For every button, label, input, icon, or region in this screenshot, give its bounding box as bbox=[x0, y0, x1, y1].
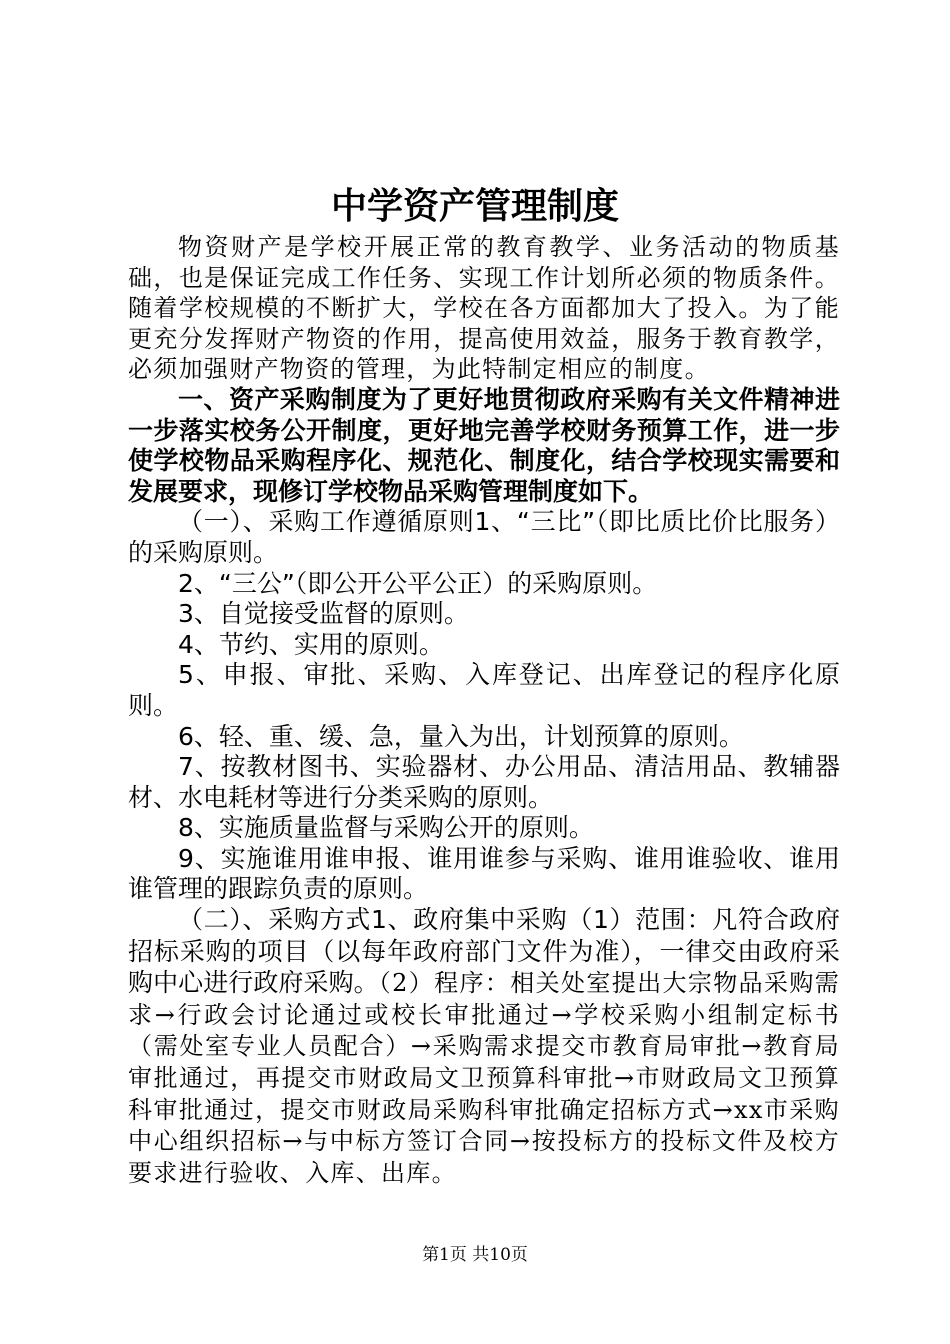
principle-item bbox=[128, 660, 840, 721]
principle-item bbox=[128, 813, 840, 844]
principle-item bbox=[128, 752, 840, 813]
section-one-paragraph bbox=[128, 385, 840, 507]
principle-item bbox=[128, 599, 840, 630]
paragraph-text: 一、资产采购制度为了更好地贯彻政府采购有关文件精神进一步落实校务公开制度，更好地完善学校财务预算工作，进一步使学校物品采购程序化、规范化、制度化，结合学校现实需要和发展要求，现修订学校物品采购管理制度如下。 bbox=[128, 384, 840, 506]
procurement-procedure-text: （2）程序：相关处室提出大宗物品采购需求→行政会讨论通过或校长审批通过→学校采购小组制定标书（需处室专业人员配合）→采购需求提交市教育局审批→教育局审批通过，再提交市财政局文卫预算科审批→市财政局文卫预算科审批通过，提交市财政局采购科审批确定招标方式→xx市采购中心组织招标→与中标方签订合同→按投标方的投标文件及校方要求进行验收、入库、出库。 bbox=[128, 969, 840, 1187]
principle-item bbox=[128, 844, 840, 905]
procurement-scope-text: （二）、采购方式1、政府集中采购（1）范围：凡符合政府招标采购的项目（以每年政府部门文件为准），一律交由政府采购中心进行政府采购。 bbox=[128, 905, 840, 998]
paragraph-text: 6、轻、重、缓、急，量入为出，计划预算的原则。 bbox=[178, 721, 744, 751]
principle-item bbox=[128, 722, 840, 753]
document-body bbox=[128, 232, 840, 1189]
paragraph-text: 4、节约、实用的原则。 bbox=[178, 629, 444, 659]
paragraph-text: 7、按教材图书、实验器材、办公用品、清洁用品、教辅器材、水电耗材等进行分类采购的原则。 bbox=[128, 752, 840, 812]
principle-item bbox=[128, 630, 840, 661]
paragraph-text: 5、申报、审批、采购、入库登记、出库登记的程序化原则。 bbox=[128, 660, 840, 720]
paragraph-text: 2、“三公”（即公开公平公正）的采购原则。 bbox=[178, 568, 658, 598]
paragraph-text: 9、实施谁用谁申报、谁用谁参与采购、谁用谁验收、谁用谁管理的跟踪负责的原则。 bbox=[128, 843, 840, 904]
principle-item bbox=[128, 569, 840, 600]
paragraph-text: 物资财产是学校开展正常的教育教学、业务活动的物质基础，也是保证完成工作任务、实现工作计划所必须的物质条件。随着学校规模的不断扩大，学校在各方面都加大了投入。为了能更充分发挥财产物资的作用，提高使用效益，服务于教育教学，必须加强财产物资的管理，为此特制定相应的制度。 bbox=[128, 233, 840, 384]
document-title: 中学资产管理制度 bbox=[330, 185, 619, 227]
paragraph-text: （一）、采购工作遵循原则1、“三比”（即比质比价比服务）的采购原则。 bbox=[128, 507, 840, 567]
paragraph-text: 8、实施质量监督与采购公开的原则。 bbox=[178, 813, 594, 843]
procurement-method-paragraph bbox=[128, 905, 840, 1189]
intro-paragraph bbox=[128, 232, 840, 385]
paragraph-text: 3、自觉接受监督的原则。 bbox=[178, 599, 469, 629]
page-footer: 第1页 共10页 bbox=[422, 1245, 528, 1265]
principles-heading-paragraph bbox=[128, 507, 840, 568]
